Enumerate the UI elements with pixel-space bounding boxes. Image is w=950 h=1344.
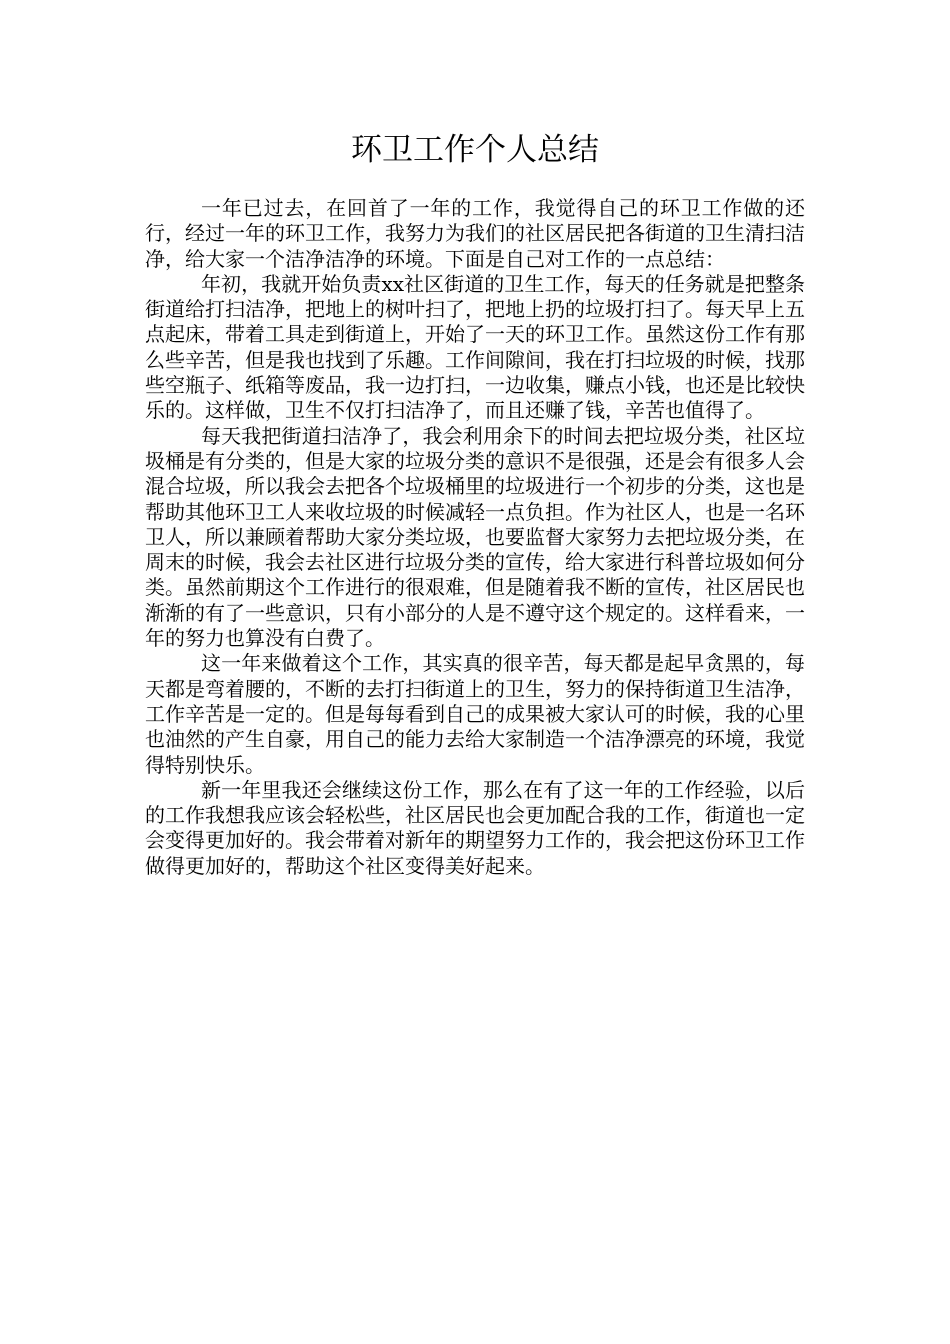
paragraph-4: 这一年来做着这个工作，其实真的很辛苦，每天都是起早贪黑的，每天都是弯着腰的，不断的去打扫街道上的卫生，努力的保持街道卫生洁净，工作辛苦是一定的。但是每每看到自己的成果被大家认可的时候，我的心里也油然的产生自豪，用自己的能力去给大家制造一个洁净漂亮的环境，我觉得特别快乐。 <box>145 651 805 777</box>
paragraph-3: 每天我把街道扫洁净了，我会利用余下的时间去把垃圾分类，社区垃圾桶是有分类的，但是大家的垃圾分类的意识不是很强，还是会有很多人会混合垃圾，所以我会去把各个垃圾桶里的垃圾进行一个初步的分类，这也是帮助其他环卫工人来收垃圾的时候减轻一点负担。作为社区人，也是一名环卫人，所以兼顾着帮助大家分类垃圾，也要监督大家努力去把垃圾分类，在周末的时候，我会去社区进行垃圾分类的宣传，给大家进行科普垃圾如何分类。虽然前期这个工作进行的很艰难，但是随着我不断的宣传，社区居民也渐渐的有了一些意识，只有小部分的人是不遵守这个规定的。这样看来，一年的努力也算没有白费了。 <box>145 423 805 651</box>
document-title: 环卫工作个人总结 <box>351 132 599 168</box>
paragraph-2: 年初，我就开始负责xx社区街道的卫生工作，每天的任务就是把整条街道给打扫洁净，把地上的树叶扫了，把地上扔的垃圾打扫了。每天早上五点起床，带着工具走到街道上，开始了一天的环卫工作。虽然这份工作有那么些辛苦，但是我也找到了乐趣。工作间隙间，我在打扫垃圾的时候，找那些空瓶子、纸箱等废品，我一边打扫，一边收集，赚点小钱，也还是比较快乐的。这样做，卫生不仅打扫洁净了，而且还赚了钱，辛苦也值得了。 <box>145 271 805 423</box>
paragraph-5: 新一年里我还会继续这份工作，那么在有了这一年的工作经验，以后的工作我想我应该会轻松些，社区居民也会更加配合我的工作，街道也一定会变得更加好的。我会带着对新年的期望努力工作的，我会把这份环卫工作做得更加好的，帮助这个社区变得美好起来。 <box>145 777 805 878</box>
paragraph-1: 一年已过去，在回首了一年的工作，我觉得自己的环卫工作做的还行，经过一年的环卫工作，我努力为我们的社区居民把各街道的卫生清扫洁净，给大家一个洁净洁净的环境。下面是自己对工作的一点总结： <box>145 196 805 271</box>
document-body <box>145 196 805 879</box>
